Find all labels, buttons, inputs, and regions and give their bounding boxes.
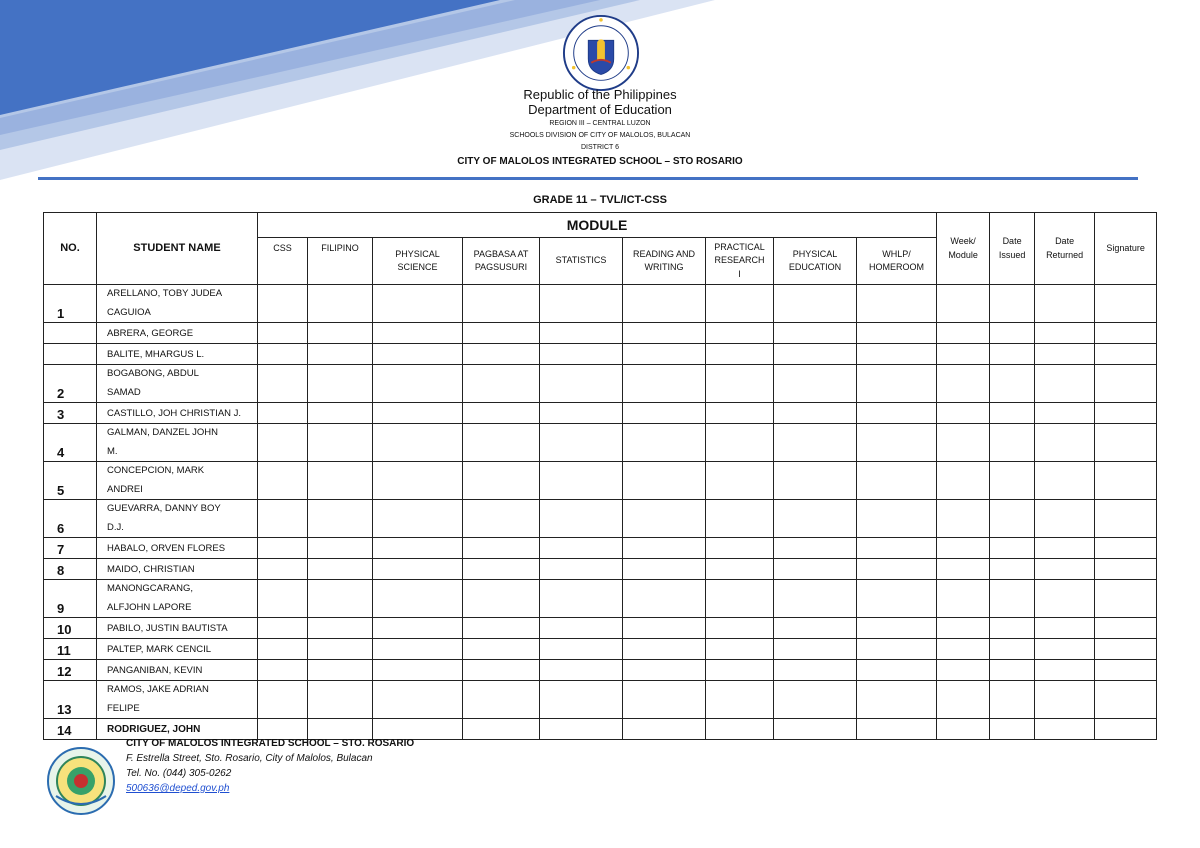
entry-cell xyxy=(623,344,706,365)
entry-cell xyxy=(937,580,990,618)
subject-header: PHYSICAL SCIENCE xyxy=(373,238,463,285)
student-name: CONCEPCION, MARK ANDREI xyxy=(97,462,258,500)
entry-cell xyxy=(463,403,540,424)
entry-cell xyxy=(857,639,937,660)
entry-cell xyxy=(258,403,308,424)
entry-cell xyxy=(774,681,857,719)
entry-cell xyxy=(774,323,857,344)
entry-cell xyxy=(857,719,937,740)
entry-cell xyxy=(308,618,373,639)
footer-address: F. Estrella Street, Sto. Rosario, City of Malolos, Bulacan xyxy=(126,753,373,764)
entry-cell xyxy=(990,285,1035,323)
entry-cell xyxy=(774,500,857,538)
header-divider xyxy=(38,177,1138,180)
entry-cell xyxy=(258,660,308,681)
entry-cell xyxy=(1035,500,1095,538)
student-name: BALITE, MHARGUS L. xyxy=(97,344,258,365)
student-name: PALTEP, MARK CENCIL xyxy=(97,639,258,660)
entry-cell xyxy=(373,559,463,580)
entry-cell xyxy=(1095,344,1157,365)
entry-cell xyxy=(308,365,373,403)
entry-cell xyxy=(258,559,308,580)
header-district: DISTRICT 6 xyxy=(581,144,619,151)
footer-email-link[interactable]: 500636@deped.gov.ph xyxy=(126,783,230,794)
entry-cell xyxy=(857,500,937,538)
entry-cell xyxy=(990,660,1035,681)
entry-cell xyxy=(1035,424,1095,462)
table-row xyxy=(44,580,1157,618)
entry-cell xyxy=(937,462,990,500)
table-row xyxy=(44,285,1157,323)
table-row xyxy=(44,424,1157,462)
entry-cell xyxy=(373,580,463,618)
entry-cell xyxy=(937,500,990,538)
entry-cell xyxy=(1095,660,1157,681)
entry-cell xyxy=(857,323,937,344)
entry-cell xyxy=(540,500,623,538)
entry-cell xyxy=(857,403,937,424)
entry-cell xyxy=(623,559,706,580)
entry-cell xyxy=(308,344,373,365)
entry-cell xyxy=(937,538,990,559)
entry-cell xyxy=(623,500,706,538)
entry-cell xyxy=(540,639,623,660)
entry-cell xyxy=(258,618,308,639)
entry-cell xyxy=(706,538,774,559)
entry-cell xyxy=(463,424,540,462)
entry-cell xyxy=(774,403,857,424)
entry-cell xyxy=(774,365,857,403)
entry-cell xyxy=(540,365,623,403)
entry-cell xyxy=(623,618,706,639)
table-row xyxy=(44,365,1157,403)
row-number: 8 xyxy=(44,559,97,580)
entry-cell xyxy=(373,365,463,403)
entry-cell xyxy=(1095,559,1157,580)
entry-cell xyxy=(1095,365,1157,403)
entry-cell xyxy=(1035,618,1095,639)
student-name: ARELLANO, TOBY JUDEA CAGUIOA xyxy=(97,285,258,323)
entry-cell xyxy=(857,580,937,618)
entry-cell xyxy=(706,403,774,424)
entry-cell xyxy=(308,323,373,344)
entry-cell xyxy=(1035,538,1095,559)
entry-cell xyxy=(937,660,990,681)
entry-cell xyxy=(1035,719,1095,740)
entry-cell xyxy=(463,639,540,660)
entry-cell xyxy=(308,462,373,500)
entry-cell xyxy=(990,681,1035,719)
entry-cell xyxy=(373,462,463,500)
entry-cell xyxy=(258,323,308,344)
subject-header: STATISTICS xyxy=(540,238,623,285)
entry-cell xyxy=(937,719,990,740)
entry-cell xyxy=(308,403,373,424)
entry-cell xyxy=(1035,403,1095,424)
entry-cell xyxy=(857,681,937,719)
student-name: CASTILLO, JOH CHRISTIAN J. xyxy=(97,403,258,424)
row-number: 9 xyxy=(44,580,97,618)
entry-cell xyxy=(540,719,623,740)
entry-cell xyxy=(1095,639,1157,660)
entry-cell xyxy=(706,719,774,740)
entry-cell xyxy=(937,403,990,424)
entry-cell xyxy=(990,462,1035,500)
entry-cell xyxy=(937,323,990,344)
entry-cell xyxy=(1095,618,1157,639)
entry-cell xyxy=(990,403,1035,424)
row-number: 13 xyxy=(44,681,97,719)
entry-cell xyxy=(706,365,774,403)
entry-cell xyxy=(373,403,463,424)
row-number: 12 xyxy=(44,660,97,681)
entry-cell xyxy=(623,639,706,660)
entry-cell xyxy=(463,344,540,365)
entry-cell xyxy=(463,559,540,580)
entry-cell xyxy=(258,462,308,500)
entry-cell xyxy=(258,344,308,365)
table-row xyxy=(44,618,1157,639)
table-row xyxy=(44,719,1157,740)
row-number: 3 xyxy=(44,403,97,424)
entry-cell xyxy=(774,580,857,618)
entry-cell xyxy=(623,681,706,719)
entry-cell xyxy=(373,681,463,719)
row-number: 11 xyxy=(44,639,97,660)
entry-cell xyxy=(540,681,623,719)
entry-cell xyxy=(1035,344,1095,365)
entry-cell xyxy=(623,403,706,424)
entry-cell xyxy=(623,323,706,344)
row-number: 10 xyxy=(44,618,97,639)
row-number: 5 xyxy=(44,462,97,500)
entry-cell xyxy=(857,424,937,462)
col-header-module: MODULE xyxy=(258,213,937,238)
entry-cell xyxy=(1095,462,1157,500)
entry-cell xyxy=(463,323,540,344)
col-header-date-issued: Date Issued xyxy=(990,213,1035,285)
header-division: SCHOOLS DIVISION OF CITY OF MALOLOS, BULACAN xyxy=(509,132,691,139)
table-row xyxy=(44,403,1157,424)
entry-cell xyxy=(990,500,1035,538)
entry-cell xyxy=(857,344,937,365)
table-row xyxy=(44,462,1157,500)
entry-cell xyxy=(373,618,463,639)
entry-cell xyxy=(1095,719,1157,740)
student-name: HABALO, ORVEN FLORES xyxy=(97,538,258,559)
deped-seal-logo xyxy=(562,14,640,92)
entry-cell xyxy=(463,462,540,500)
entry-cell xyxy=(857,462,937,500)
entry-cell xyxy=(706,681,774,719)
student-name: BOGABONG, ABDUL SAMAD xyxy=(97,365,258,403)
student-name: PABILO, JUSTIN BAUTISTA xyxy=(97,618,258,639)
entry-cell xyxy=(706,500,774,538)
entry-cell xyxy=(258,424,308,462)
entry-cell xyxy=(990,580,1035,618)
entry-cell xyxy=(1035,681,1095,719)
entry-cell xyxy=(373,424,463,462)
entry-cell xyxy=(540,580,623,618)
entry-cell xyxy=(540,618,623,639)
entry-cell xyxy=(623,660,706,681)
table-row xyxy=(44,559,1157,580)
subject-header: CSS xyxy=(258,238,308,285)
entry-cell xyxy=(1095,424,1157,462)
entry-cell xyxy=(990,344,1035,365)
entry-cell xyxy=(258,681,308,719)
entry-cell xyxy=(990,719,1035,740)
row-number: 7 xyxy=(44,538,97,559)
entry-cell xyxy=(373,344,463,365)
entry-cell xyxy=(373,538,463,559)
entry-cell xyxy=(706,660,774,681)
entry-cell xyxy=(937,681,990,719)
entry-cell xyxy=(857,660,937,681)
row-number: 4 xyxy=(44,424,97,462)
table-row xyxy=(44,344,1157,365)
entry-cell xyxy=(540,285,623,323)
table-row xyxy=(44,500,1157,538)
student-name: ABRERA, GEORGE xyxy=(97,323,258,344)
entry-cell xyxy=(308,538,373,559)
subject-header: READING AND WRITING xyxy=(623,238,706,285)
entry-cell xyxy=(540,462,623,500)
row-number xyxy=(44,323,97,344)
entry-cell xyxy=(1035,462,1095,500)
entry-cell xyxy=(308,639,373,660)
entry-cell xyxy=(540,538,623,559)
entry-cell xyxy=(373,719,463,740)
entry-cell xyxy=(1035,580,1095,618)
entry-cell xyxy=(463,618,540,639)
entry-cell xyxy=(774,424,857,462)
entry-cell xyxy=(623,365,706,403)
entry-cell xyxy=(540,403,623,424)
student-name: PANGANIBAN, KEVIN xyxy=(97,660,258,681)
entry-cell xyxy=(706,639,774,660)
entry-cell xyxy=(373,639,463,660)
entry-cell xyxy=(373,323,463,344)
entry-cell xyxy=(857,365,937,403)
entry-cell xyxy=(990,365,1035,403)
entry-cell xyxy=(706,580,774,618)
entry-cell xyxy=(373,285,463,323)
student-name: MANONGCARANG, ALFJOHN LAPORE xyxy=(97,580,258,618)
entry-cell xyxy=(774,719,857,740)
entry-cell xyxy=(463,681,540,719)
table-row xyxy=(44,681,1157,719)
entry-cell xyxy=(1095,323,1157,344)
entry-cell xyxy=(1095,403,1157,424)
entry-cell xyxy=(990,323,1035,344)
entry-cell xyxy=(1095,681,1157,719)
entry-cell xyxy=(937,365,990,403)
entry-cell xyxy=(258,639,308,660)
entry-cell xyxy=(937,424,990,462)
entry-cell xyxy=(623,462,706,500)
entry-cell xyxy=(990,424,1035,462)
entry-cell xyxy=(857,285,937,323)
subject-header: PRACTICAL RESEARCH I xyxy=(706,238,774,285)
entry-cell xyxy=(463,719,540,740)
entry-cell xyxy=(308,285,373,323)
entry-cell xyxy=(706,618,774,639)
entry-cell xyxy=(258,538,308,559)
entry-cell xyxy=(937,639,990,660)
entry-cell xyxy=(623,285,706,323)
entry-cell xyxy=(308,500,373,538)
col-header-signature: Signature xyxy=(1095,213,1157,285)
grade-title: GRADE 11 – TVL/ICT-CSS xyxy=(533,194,667,206)
col-header-no: NO. xyxy=(44,213,97,285)
entry-cell xyxy=(774,285,857,323)
entry-cell xyxy=(990,618,1035,639)
entry-cell xyxy=(774,462,857,500)
col-header-week-module: Week/ Module xyxy=(937,213,990,285)
entry-cell xyxy=(540,660,623,681)
entry-cell xyxy=(857,618,937,639)
table-row xyxy=(44,323,1157,344)
entry-cell xyxy=(308,681,373,719)
row-number: 6 xyxy=(44,500,97,538)
entry-cell xyxy=(258,500,308,538)
entry-cell xyxy=(774,639,857,660)
entry-cell xyxy=(937,285,990,323)
entry-cell xyxy=(1095,538,1157,559)
row-number: 2 xyxy=(44,365,97,403)
entry-cell xyxy=(706,344,774,365)
module-roster-table xyxy=(43,212,1157,740)
entry-cell xyxy=(937,559,990,580)
entry-cell xyxy=(990,559,1035,580)
entry-cell xyxy=(1035,365,1095,403)
entry-cell xyxy=(774,660,857,681)
entry-cell xyxy=(258,580,308,618)
entry-cell xyxy=(990,639,1035,660)
subject-header: PHYSICAL EDUCATION xyxy=(774,238,857,285)
table-row xyxy=(44,660,1157,681)
entry-cell xyxy=(774,344,857,365)
student-name: RAMOS, JAKE ADRIAN FELIPE xyxy=(97,681,258,719)
entry-cell xyxy=(706,462,774,500)
entry-cell xyxy=(540,424,623,462)
table-row xyxy=(44,538,1157,559)
student-name: GUEVARRA, DANNY BOY D.J. xyxy=(97,500,258,538)
footer-telephone: Tel. No. (044) 305-0262 xyxy=(126,768,232,779)
school-logo xyxy=(46,746,116,816)
header-school: CITY OF MALOLOS INTEGRATED SCHOOL – STO ROSARIO xyxy=(457,156,743,167)
entry-cell xyxy=(463,365,540,403)
entry-cell xyxy=(623,580,706,618)
entry-cell xyxy=(623,538,706,559)
entry-cell xyxy=(774,538,857,559)
header-department: Department of Education xyxy=(528,102,672,117)
entry-cell xyxy=(937,618,990,639)
entry-cell xyxy=(706,424,774,462)
entry-cell xyxy=(774,559,857,580)
row-number: 1 xyxy=(44,285,97,323)
entry-cell xyxy=(706,285,774,323)
entry-cell xyxy=(540,323,623,344)
student-name: RODRIGUEZ, JOHN xyxy=(97,719,258,740)
entry-cell xyxy=(463,285,540,323)
entry-cell xyxy=(1095,580,1157,618)
entry-cell xyxy=(1095,285,1157,323)
entry-cell xyxy=(1035,660,1095,681)
entry-cell xyxy=(990,538,1035,559)
entry-cell xyxy=(308,559,373,580)
entry-cell xyxy=(463,500,540,538)
entry-cell xyxy=(1035,285,1095,323)
subject-header: FILIPINO xyxy=(308,238,373,285)
entry-cell xyxy=(1095,500,1157,538)
entry-cell xyxy=(706,323,774,344)
footer-school-name: CITY OF MALOLOS INTEGRATED SCHOOL – STO. ROSARIO xyxy=(126,738,415,749)
entry-cell xyxy=(308,580,373,618)
entry-cell xyxy=(540,344,623,365)
subject-header: WHLP/ HOMEROOM xyxy=(857,238,937,285)
entry-cell xyxy=(1035,559,1095,580)
col-header-date-returned: Date Returned xyxy=(1035,213,1095,285)
entry-cell xyxy=(373,660,463,681)
entry-cell xyxy=(857,538,937,559)
entry-cell xyxy=(1035,639,1095,660)
header-republic: Republic of the Philippines xyxy=(523,87,677,102)
entry-cell xyxy=(540,559,623,580)
entry-cell xyxy=(706,559,774,580)
entry-cell xyxy=(1035,323,1095,344)
table-row xyxy=(44,639,1157,660)
entry-cell xyxy=(463,580,540,618)
row-number: 14 xyxy=(44,719,97,740)
entry-cell xyxy=(774,618,857,639)
entry-cell xyxy=(373,500,463,538)
entry-cell xyxy=(258,285,308,323)
row-number xyxy=(44,344,97,365)
col-header-student-name: STUDENT NAME xyxy=(97,213,258,285)
entry-cell xyxy=(308,424,373,462)
entry-cell xyxy=(623,424,706,462)
entry-cell xyxy=(463,538,540,559)
entry-cell xyxy=(308,660,373,681)
entry-cell xyxy=(937,344,990,365)
header-region: REGION III – CENTRAL LUZON xyxy=(549,120,651,127)
entry-cell xyxy=(308,719,373,740)
student-name: MAIDO, CHRISTIAN xyxy=(97,559,258,580)
entry-cell xyxy=(258,365,308,403)
entry-cell xyxy=(857,559,937,580)
subject-header: PAGBASA AT PAGSUSURI xyxy=(463,238,540,285)
student-name: GALMAN, DANZEL JOHN M. xyxy=(97,424,258,462)
entry-cell xyxy=(258,719,308,740)
entry-cell xyxy=(623,719,706,740)
entry-cell xyxy=(463,660,540,681)
